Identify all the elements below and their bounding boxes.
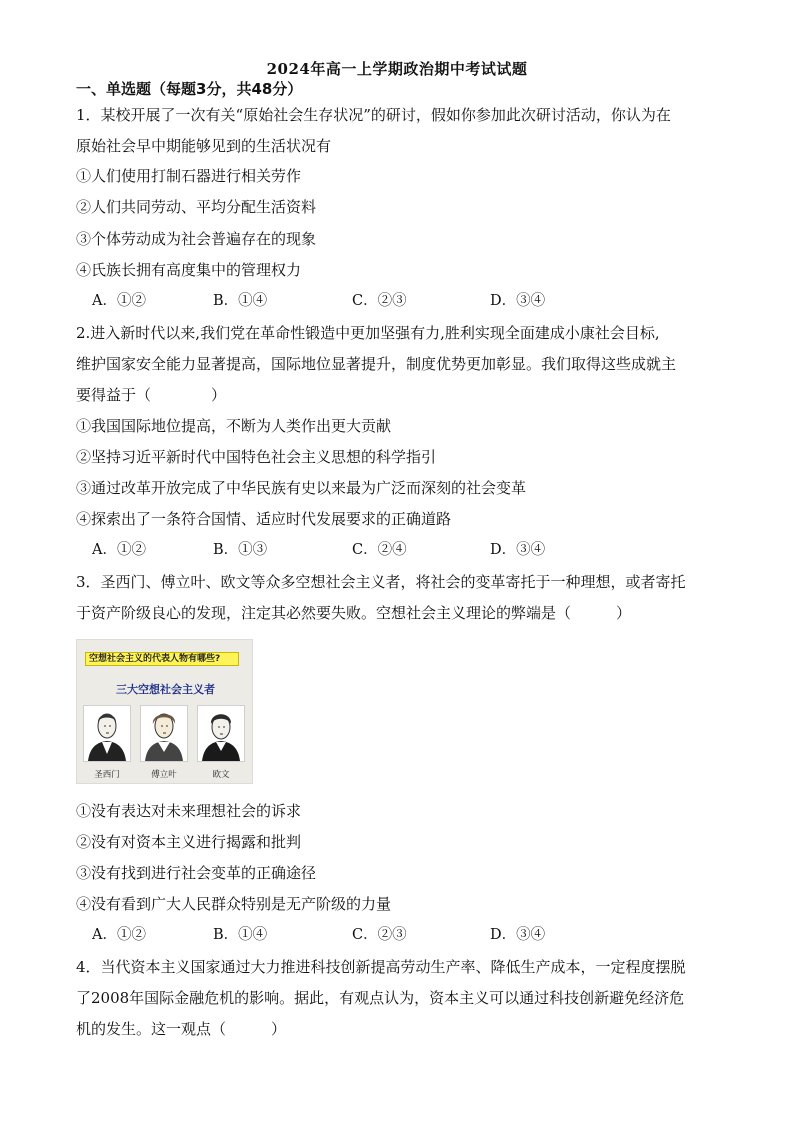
utopian-socialists-figure	[76, 639, 253, 784]
owen-portrait	[197, 705, 245, 762]
q2-stem-line-1: 2.进入新时代以来,我们党在革命性锻造中更加坚强有力,胜利实现全面建成小康社会目标,	[76, 324, 660, 342]
q2-option-c[interactable]: C．②④	[352, 542, 407, 558]
q1-item-1: ①人们使用打制石器进行相关劳作	[76, 167, 302, 185]
q2-item-3: ③通过改革开放完成了中华民族有史以来最为广泛而深刻的社会变革	[76, 479, 527, 497]
q4-stem-line-2: 了2008年国际金融危机的影响。据此，有观点认为，资本主义可以通过科技创新避免经济危	[76, 989, 685, 1007]
q2-option-d[interactable]: D．③④	[490, 542, 546, 558]
q3-item-2: ②没有对资本主义进行揭露和批判	[76, 833, 302, 851]
q4-stem-line-1: 4．当代资本主义国家通过大力推进科技创新提高劳动生产率、降低生产成本，一定程度摆脱	[76, 958, 686, 976]
q2-stem-line-2: 维护国家安全能力显著提高，国际地位显著提升，制度优势更加彰显。我们取得这些成就主	[76, 355, 677, 373]
q2-item-1: ①我国国际地位提高，不断为人类作出更大贡献	[76, 417, 392, 435]
portrait-icon	[84, 706, 130, 761]
page-title: 2024年高一上学期政治期中考试试题	[266, 60, 528, 78]
portrait-icon	[198, 706, 244, 761]
q1-options	[92, 291, 652, 311]
q1-item-4: ④氏族长拥有高度集中的管理权力	[76, 261, 302, 279]
q1-item-3: ③个体劳动成为社会普遍存在的现象	[76, 230, 317, 248]
figure-subtitle: 三大空想社会主义者	[116, 683, 215, 696]
caption-fourier: 傅立叶	[151, 770, 177, 780]
q3-stem-line-2: 于资产阶级良心的发现，注定其必然要失败。空想社会主义理论的弊端是（ ）	[76, 604, 632, 622]
q1-item-2: ②人们共同劳动、平均分配生活资料	[76, 198, 317, 216]
q2-item-4: ④探索出了一条符合国情、适应时代发展要求的正确道路	[76, 510, 452, 528]
q3-stem-line-1: 3．圣西门、傅立叶、欧文等众多空想社会主义者，将社会的变革寄托于一种理想，或者寄托	[76, 573, 686, 591]
q3-item-1: ①没有表达对未来理想社会的诉求	[76, 802, 302, 820]
q3-option-a[interactable]: A．①②	[92, 927, 146, 943]
q3-item-4: ④没有看到广大人民群众特别是无产阶级的力量	[76, 895, 392, 913]
saint-simon-portrait	[83, 705, 131, 762]
q3-option-c[interactable]: C．②③	[352, 927, 407, 943]
q1-stem-line-2: 原始社会早中期能够见到的生活状况有	[76, 137, 332, 155]
q2-stem-line-3: 要得益于（ ）	[76, 386, 227, 404]
q3-option-b[interactable]: B．①④	[213, 927, 268, 943]
q1-stem-line-1: 1．某校开展了一次有关“原始社会生存状况”的研讨，假如你参加此次研讨活动，你认为在	[76, 106, 671, 124]
q1-option-b[interactable]: B．①④	[213, 293, 268, 309]
q1-option-a[interactable]: A．①②	[92, 293, 146, 309]
caption-owen: 欧文	[212, 770, 230, 780]
q2-item-2: ②坚持习近平新时代中国特色社会主义思想的科学指引	[76, 448, 437, 466]
q3-option-d[interactable]: D．③④	[490, 927, 546, 943]
q2-option-b[interactable]: B．①③	[213, 542, 268, 558]
q2-options	[92, 540, 652, 560]
q3-options	[92, 925, 652, 945]
portrait-icon	[141, 706, 187, 761]
section-heading: 一、单选题（每题3分，共48分）	[76, 80, 303, 98]
figure-header: 空想社会主义的代表人物有哪些?	[85, 652, 239, 666]
q1-option-d[interactable]: D．③④	[490, 293, 546, 309]
q3-item-3: ③没有找到进行社会变革的正确途径	[76, 864, 317, 882]
q2-option-a[interactable]: A．①②	[92, 542, 146, 558]
q4-stem-line-3: 机的发生。这一观点（ ）	[76, 1020, 287, 1038]
fourier-portrait	[140, 705, 188, 762]
caption-saint-simon: 圣西门	[94, 770, 120, 780]
q1-option-c[interactable]: C．②③	[352, 293, 407, 309]
